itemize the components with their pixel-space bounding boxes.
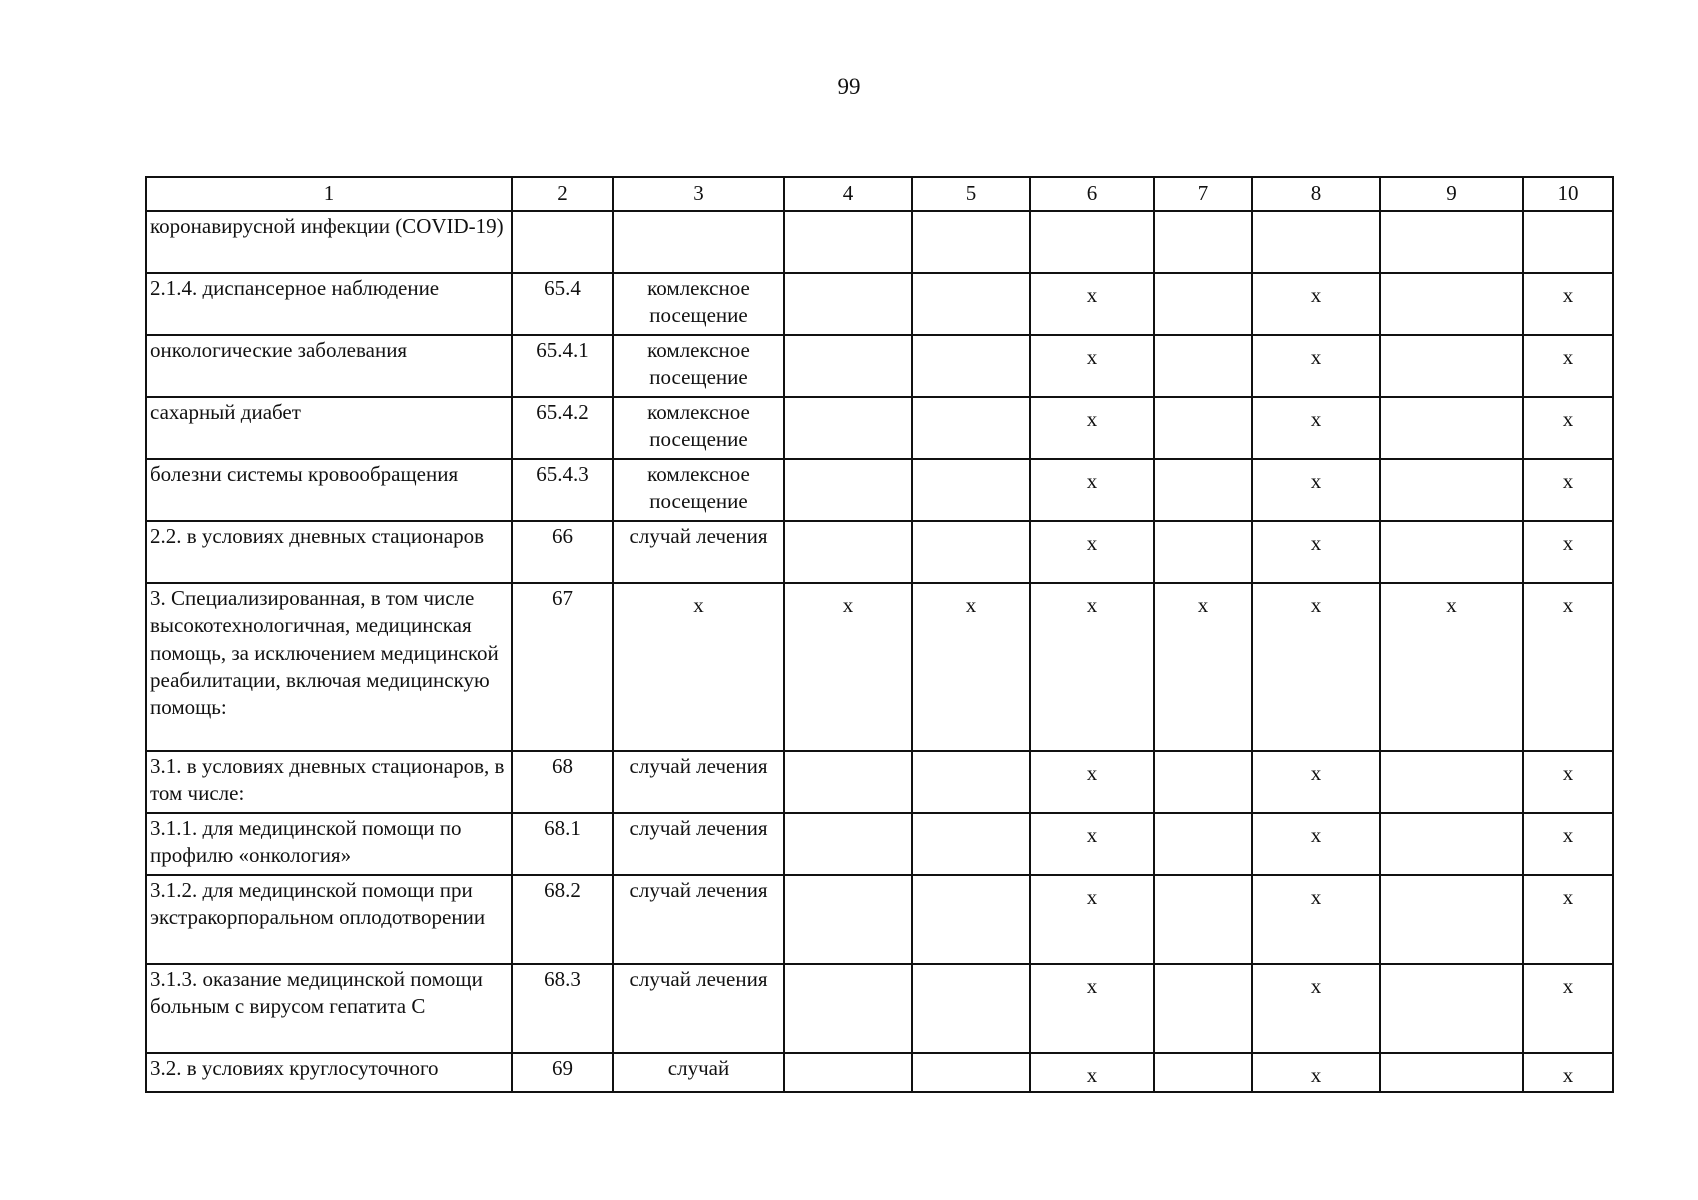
table-row xyxy=(146,875,1613,964)
table-cell: комлексное посещение xyxy=(613,273,784,335)
table-cell xyxy=(512,211,613,273)
table-row xyxy=(146,273,1613,335)
cross-mark: x xyxy=(1523,397,1613,459)
table-row xyxy=(146,335,1613,397)
table-row xyxy=(146,397,1613,459)
header-cell: 4 xyxy=(784,177,912,211)
cross-mark: x xyxy=(1380,583,1523,751)
cross-mark: x xyxy=(1252,1053,1380,1092)
table-cell: 69 xyxy=(512,1053,613,1092)
header-cell: 10 xyxy=(1523,177,1613,211)
cross-mark: x xyxy=(1523,459,1613,521)
table-cell xyxy=(1030,211,1154,273)
table-cell xyxy=(912,1053,1030,1092)
table-cell: случай лечения xyxy=(613,813,784,875)
table-cell xyxy=(1380,521,1523,583)
table-cell xyxy=(912,813,1030,875)
table-row xyxy=(146,583,1613,751)
header-cell: 7 xyxy=(1154,177,1252,211)
row-label: болезни системы кровообращения xyxy=(146,459,512,521)
table-cell: 65.4 xyxy=(512,273,613,335)
table-cell xyxy=(1154,813,1252,875)
table-row xyxy=(146,521,1613,583)
header-cell: 2 xyxy=(512,177,613,211)
table-cell xyxy=(1154,964,1252,1053)
table-cell xyxy=(613,211,784,273)
table-cell: 67 xyxy=(512,583,613,751)
table-cell xyxy=(1252,211,1380,273)
table-cell xyxy=(784,273,912,335)
table-cell xyxy=(1154,459,1252,521)
cross-mark: x xyxy=(1252,813,1380,875)
table-cell xyxy=(912,521,1030,583)
table-cell: 65.4.3 xyxy=(512,459,613,521)
table-cell xyxy=(1380,459,1523,521)
cross-mark: x xyxy=(1030,875,1154,964)
table-cell: комлексное посещение xyxy=(613,397,784,459)
table-cell: случай xyxy=(613,1053,784,1092)
header-cell: 3 xyxy=(613,177,784,211)
table-cell xyxy=(784,813,912,875)
header-cell: 6 xyxy=(1030,177,1154,211)
table-row xyxy=(146,813,1613,875)
cross-mark: x xyxy=(1030,1053,1154,1092)
header-cell: 9 xyxy=(1380,177,1523,211)
table-cell: комлексное посещение xyxy=(613,335,784,397)
table-cell: 65.4.1 xyxy=(512,335,613,397)
table-cell xyxy=(912,335,1030,397)
table-cell xyxy=(784,875,912,964)
table-cell: 68.1 xyxy=(512,813,613,875)
row-label: 2.2. в условиях дневных стационаров xyxy=(146,521,512,583)
cross-mark: x xyxy=(1252,583,1380,751)
table-row xyxy=(146,211,1613,273)
table-cell xyxy=(1380,397,1523,459)
cross-mark: x xyxy=(1030,751,1154,813)
cross-mark: x xyxy=(1252,335,1380,397)
row-label: 3. Специализированная, в том числе высокотехнологичная, медицинская помощь, за исключением медицинской реабилитации, включая медицинскую помощь: xyxy=(146,583,512,751)
table-row xyxy=(146,751,1613,813)
table-cell xyxy=(912,397,1030,459)
cross-mark: x xyxy=(1523,751,1613,813)
table-cell xyxy=(912,211,1030,273)
header-row xyxy=(146,177,1613,211)
row-label: 3.1. в условиях дневных стационаров, в том числе: xyxy=(146,751,512,813)
header-cell: 8 xyxy=(1252,177,1380,211)
cross-mark: x xyxy=(1030,813,1154,875)
cross-mark: x xyxy=(1523,1053,1613,1092)
table-cell xyxy=(1154,273,1252,335)
table-row xyxy=(146,459,1613,521)
table-cell: 68.3 xyxy=(512,964,613,1053)
cross-mark: x xyxy=(1523,521,1613,583)
table-cell xyxy=(1380,875,1523,964)
table-cell xyxy=(1154,397,1252,459)
cross-mark: x xyxy=(912,583,1030,751)
table-cell xyxy=(784,1053,912,1092)
row-label: 3.1.1. для медицинской помощи по профилю «онкология» xyxy=(146,813,512,875)
table-cell xyxy=(1380,211,1523,273)
table-cell xyxy=(1380,813,1523,875)
cross-mark: x xyxy=(1523,964,1613,1053)
row-label: 2.1.4. диспансерное наблюдение xyxy=(146,273,512,335)
cross-mark: x xyxy=(1523,813,1613,875)
table-cell xyxy=(784,397,912,459)
row-label: сахарный диабет xyxy=(146,397,512,459)
table-cell xyxy=(1154,1053,1252,1092)
table-cell xyxy=(912,459,1030,521)
table-row xyxy=(146,1053,1613,1092)
row-label: онкологические заболевания xyxy=(146,335,512,397)
table-cell: 65.4.2 xyxy=(512,397,613,459)
cross-mark: x xyxy=(1523,583,1613,751)
table-cell xyxy=(784,211,912,273)
cross-mark: x xyxy=(1030,459,1154,521)
cross-mark: x xyxy=(1030,335,1154,397)
row-label: 3.2. в условиях круглосуточного xyxy=(146,1053,512,1092)
table-cell xyxy=(784,335,912,397)
table-cell: 68 xyxy=(512,751,613,813)
cross-mark: x xyxy=(784,583,912,751)
cross-mark: x xyxy=(613,583,784,751)
page-number: 99 xyxy=(837,74,861,99)
table-cell xyxy=(1154,751,1252,813)
cross-mark: x xyxy=(1252,397,1380,459)
table-cell: 66 xyxy=(512,521,613,583)
table-cell xyxy=(1523,211,1613,273)
table-cell xyxy=(1380,964,1523,1053)
table-cell xyxy=(1154,335,1252,397)
data-table xyxy=(145,176,1614,1093)
header-cell: 1 xyxy=(146,177,512,211)
cross-mark: x xyxy=(1523,273,1613,335)
cross-mark: x xyxy=(1030,397,1154,459)
table-cell: случай лечения xyxy=(613,751,784,813)
table-cell xyxy=(784,964,912,1053)
cross-mark: x xyxy=(1154,583,1252,751)
cross-mark: x xyxy=(1252,751,1380,813)
table-cell: 68.2 xyxy=(512,875,613,964)
table-cell: случай лечения xyxy=(613,964,784,1053)
cross-mark: x xyxy=(1252,459,1380,521)
cross-mark: x xyxy=(1030,521,1154,583)
table-cell xyxy=(784,521,912,583)
cross-mark: x xyxy=(1523,875,1613,964)
cross-mark: x xyxy=(1252,521,1380,583)
header-cell: 5 xyxy=(912,177,1030,211)
cross-mark: x xyxy=(1523,335,1613,397)
table-cell: случай лечения xyxy=(613,521,784,583)
row-label: 3.1.2. для медицинской помощи при экстракорпоральном оплодотворении xyxy=(146,875,512,964)
row-label: коронавирусной инфекции (COVID-19) xyxy=(146,211,512,273)
cross-mark: x xyxy=(1252,273,1380,335)
table-cell xyxy=(784,459,912,521)
table-cell: комлексное посещение xyxy=(613,459,784,521)
table-cell xyxy=(1380,751,1523,813)
cross-mark: x xyxy=(1252,964,1380,1053)
table-cell xyxy=(912,751,1030,813)
table-cell xyxy=(912,875,1030,964)
table-cell xyxy=(1380,1053,1523,1092)
table-row xyxy=(146,964,1613,1053)
row-label: 3.1.3. оказание медицинской помощи больным с вирусом гепатита С xyxy=(146,964,512,1053)
cross-mark: x xyxy=(1030,273,1154,335)
table-cell xyxy=(1380,335,1523,397)
table-cell xyxy=(1154,521,1252,583)
table-cell xyxy=(912,273,1030,335)
cross-mark: x xyxy=(1030,964,1154,1053)
cross-mark: x xyxy=(1252,875,1380,964)
table-cell xyxy=(1380,273,1523,335)
cross-mark: x xyxy=(1030,583,1154,751)
table-cell: случай лечения xyxy=(613,875,784,964)
table-cell xyxy=(784,751,912,813)
table-cell xyxy=(912,964,1030,1053)
table-cell xyxy=(1154,211,1252,273)
table-cell xyxy=(1154,875,1252,964)
